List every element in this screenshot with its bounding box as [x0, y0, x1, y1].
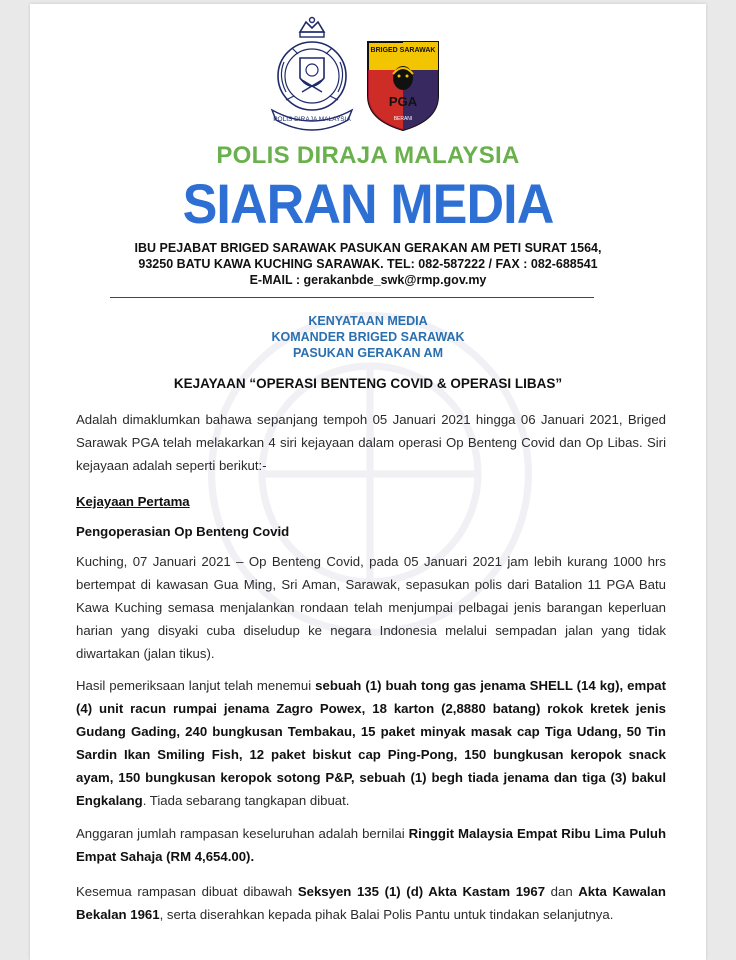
intro-paragraph: Adalah dimaklumkan bahawa sepanjang tempoh 05 Januari 2021 hingga 06 Januari 2021, Briged Sarawak PGA telah melakarkan 4 siri kejayaan dalam operasi Op Benteng Covid dan Op Libas. Siri kejayaan adalah seperti berikut:- [76, 412, 666, 473]
findings-items: sebuah (1) buah tong gas jenama SHELL (14 kg), empat (4) unit racun rumpai jenama Zagro Powex, 18 karton (2,8880 batang) rokok kretek jenis Gudang Gading, 240 bungkusan Tembakau, 15 paket minyak masak cap Tiga Udang, 50 Tin Sardin Ikan Smiling Fish, 12 paket biskut cap Ping-Pong, 150 bungkusan keropok snack ayam, 150 bungkusan keropok sotong P&P, sebuah (1) begh tiada jenama dan tiga (3) bakul Engkalang [76, 678, 667, 808]
paragraph-findings [76, 674, 666, 812]
paragraph-legal [76, 880, 666, 926]
document-page [30, 4, 706, 960]
briged-top-text: BRIGED SARAWAK [370, 47, 436, 54]
paragraph-incident: Kuching, 07 Januari 2021 – Op Benteng Covid, pada 05 Januari 2021 jam lebih kurang 1000 hrs bertempat di kawasan Gua Ming, Sri Aman, Sarawak, sepasukan polis dari Batalion 11 PGA Batu Kawa Kuching semasa menjalankan rondaan telah menjumpai pelbagai jenis barangan keperluan harian yang disyaki cuba diseludup ke negara Indonesia melalui sempadan jalan yang tidak diwartakan (jalan tikus). [76, 554, 666, 661]
pdrm-banner-text: POLIS DIRAJA MALAYSIA [273, 116, 351, 123]
address-line-2: 93250 BATU KAWA KUCHING SARAWAK. TEL: 082-587222 / FAX : 082-688541 [138, 257, 598, 271]
briged-sarawak-pga-emblem-icon [366, 40, 440, 132]
legal-act-supply: Akta Kawalan Bekalan 1961 [76, 884, 666, 922]
statement-line-1: KENYATAAN MEDIA [308, 314, 428, 328]
paragraph-value [76, 822, 666, 868]
legal-mid: dan [545, 884, 579, 899]
legal-tail: , serta diserahkan kepada pihak Balai Polis Pantu untuk tindakan selanjutnya. [159, 907, 614, 922]
findings-lead: Hasil pemeriksaan lanjut telah menemui [76, 678, 316, 693]
address-line-1: IBU PEJABAT BRIGED SARAWAK PASUKAN GERAKAN AM PETI SURAT 1564, [134, 241, 602, 255]
statement-line-2: KOMANDER BRIGED SARAWAK [271, 330, 465, 344]
value-lead: Anggaran jumlah rampasan keseluruhan adalah bernilai [76, 826, 409, 841]
header-logos [262, 14, 482, 134]
legal-act-customs: Seksyen 135 (1) (d) Akta Kastam 1967 [297, 884, 546, 899]
header-divider [110, 297, 594, 298]
findings-tail: . Tiada sebarang tangkapan dibuat. [142, 793, 350, 808]
briged-mid-text: PGA [388, 94, 418, 109]
pdrm-crest-icon [262, 14, 362, 132]
statement-block [30, 313, 706, 361]
page-title: SIARAN MEDIA [182, 172, 554, 235]
section-subheading: Pengoperasian Op Benteng Covid [76, 524, 290, 539]
value-amount: Ringgit Malaysia Empat Ribu Lima Puluh Empat Sahaja (RM 4,654.00). [76, 826, 666, 864]
organization-name: POLIS DIRAJA MALAYSIA [216, 142, 520, 169]
statement-line-3: PASUKAN GERAKAN AM [293, 346, 443, 360]
document-title: KEJAYAAN “OPERASI BENTENG COVID & OPERASI LIBAS” [173, 376, 563, 391]
email-line: E-MAIL : gerakanbde_swk@rmp.gov.my [249, 273, 487, 287]
briged-bottom-text: BERANI [393, 116, 413, 122]
address-block [30, 240, 706, 288]
legal-lead: Kesemua rampasan dibuat dibawah [76, 884, 298, 899]
section-heading: Kejayaan Pertama [76, 494, 190, 509]
